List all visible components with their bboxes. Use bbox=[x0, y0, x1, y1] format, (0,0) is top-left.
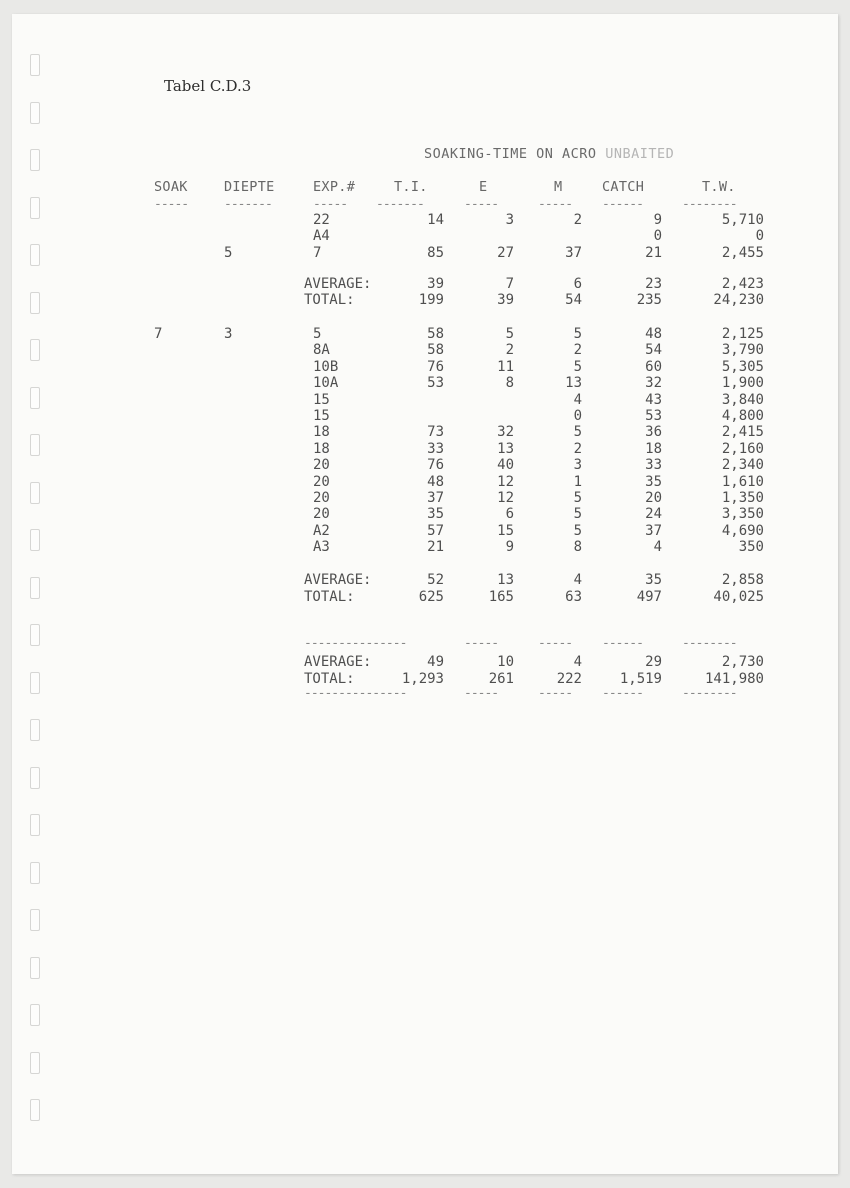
cell-catch: 1,519 bbox=[619, 671, 662, 687]
cell-e: 2 bbox=[505, 342, 514, 359]
cell-exp: 15 bbox=[313, 391, 330, 408]
cell-e: 5 bbox=[505, 326, 514, 342]
total-separator: -------- bbox=[682, 636, 737, 651]
cell-exp: A3 bbox=[313, 539, 330, 556]
total-separator: --------------- bbox=[304, 636, 407, 651]
header-underline: ------ bbox=[602, 197, 643, 212]
header-underline: ----- bbox=[154, 197, 189, 212]
cell-tw: 40,025 bbox=[713, 589, 764, 605]
cell-exp: A2 bbox=[313, 522, 330, 539]
binding-hole bbox=[30, 197, 40, 219]
binding-hole bbox=[30, 577, 40, 599]
binding-hole bbox=[30, 244, 40, 266]
total-separator: ----- bbox=[464, 686, 499, 701]
cell-tw: 2,423 bbox=[721, 276, 764, 292]
cell-m: 1 bbox=[573, 473, 582, 490]
cell-m: 3 bbox=[573, 457, 582, 474]
binding-hole bbox=[30, 387, 40, 409]
cell-label: AVERAGE: bbox=[304, 654, 372, 670]
binding-hole bbox=[30, 767, 40, 789]
total-separator: ----- bbox=[538, 686, 573, 701]
binding-hole bbox=[30, 149, 40, 171]
cell-catch: 4 bbox=[653, 539, 662, 556]
total-separator: ------ bbox=[602, 636, 643, 651]
cell-catch: 9 bbox=[653, 212, 662, 228]
cell-catch: 497 bbox=[636, 589, 662, 605]
document-page bbox=[12, 14, 838, 1174]
cell-tw: 4,800 bbox=[721, 408, 764, 424]
cell-exp: 20 bbox=[313, 473, 330, 490]
cell-ti: 49 bbox=[427, 654, 444, 670]
binding-hole bbox=[30, 862, 40, 884]
cell-label: TOTAL: bbox=[304, 589, 355, 605]
cell-ti: 48 bbox=[427, 473, 444, 490]
total-separator: -------- bbox=[682, 686, 737, 701]
cell-tw: 141,980 bbox=[704, 671, 764, 687]
cell-catch: 235 bbox=[636, 292, 662, 308]
cell-catch: 33 bbox=[645, 457, 662, 474]
cell-catch: 53 bbox=[645, 408, 662, 424]
cell-catch: 36 bbox=[645, 424, 662, 441]
cell-catch: 32 bbox=[645, 375, 662, 392]
cell-e: 27 bbox=[497, 244, 514, 261]
header-underline: ------- bbox=[376, 197, 424, 212]
cell-catch: 60 bbox=[645, 358, 662, 375]
cell-catch: 35 bbox=[645, 572, 662, 588]
binding-hole bbox=[30, 434, 40, 456]
total-separator: ----- bbox=[538, 636, 573, 651]
cell-tw: 5,710 bbox=[721, 212, 764, 228]
cell-catch: 35 bbox=[645, 473, 662, 490]
cell-catch: 0 bbox=[653, 228, 662, 245]
header-m: M bbox=[554, 179, 563, 195]
cell-m: 5 bbox=[573, 424, 582, 441]
cell-m: 4 bbox=[573, 654, 582, 670]
cell-ti: 57 bbox=[427, 522, 444, 539]
cell-exp: A4 bbox=[313, 228, 330, 245]
cell-ti: 53 bbox=[427, 375, 444, 392]
binding-hole bbox=[30, 1052, 40, 1074]
cell-tw: 2,858 bbox=[721, 572, 764, 588]
cell-ti: 14 bbox=[427, 212, 444, 228]
subtitle-main: SOAKING-TIME ON ACRO bbox=[424, 146, 597, 162]
header-e: E bbox=[479, 179, 488, 195]
binding-hole bbox=[30, 1099, 40, 1121]
cell-catch: 43 bbox=[645, 391, 662, 408]
cell-m: 5 bbox=[573, 358, 582, 375]
cell-ti: 58 bbox=[427, 342, 444, 359]
cell-exp: 18 bbox=[313, 440, 330, 457]
binding-hole bbox=[30, 102, 40, 124]
header-depth: DIEPTE bbox=[224, 179, 275, 195]
binding-hole bbox=[30, 292, 40, 314]
cell-tw: 2,730 bbox=[721, 654, 764, 670]
header-catch: CATCH bbox=[602, 179, 645, 195]
cell-tw: 3,790 bbox=[721, 342, 764, 359]
cell-label: AVERAGE: bbox=[304, 276, 372, 292]
cell-tw: 1,610 bbox=[721, 473, 764, 490]
binding-hole bbox=[30, 624, 40, 646]
table-subtitle bbox=[424, 146, 674, 162]
binding-hole bbox=[30, 1004, 40, 1026]
cell-m: 5 bbox=[573, 490, 582, 506]
cell-tw: 1,900 bbox=[721, 375, 764, 392]
cell-tw: 350 bbox=[738, 539, 764, 556]
cell-e: 10 bbox=[497, 654, 514, 670]
header-underline: ----- bbox=[538, 197, 573, 212]
cell-m: 2 bbox=[573, 212, 582, 228]
cell-e: 165 bbox=[488, 589, 514, 605]
cell-e: 13 bbox=[497, 572, 514, 588]
cell-exp: 20 bbox=[313, 457, 330, 474]
header-underline: -------- bbox=[682, 197, 737, 212]
cell-tw: 5,305 bbox=[721, 358, 764, 375]
cell-m: 13 bbox=[565, 375, 582, 392]
cell-exp: 20 bbox=[313, 506, 330, 523]
binding-hole bbox=[30, 529, 40, 551]
cell-ti: 625 bbox=[418, 589, 444, 605]
header-soak: SOAK bbox=[154, 179, 188, 195]
binding-hole bbox=[30, 909, 40, 931]
cell-e: 6 bbox=[505, 506, 514, 523]
cell-ti: 73 bbox=[427, 424, 444, 441]
cell-m: 2 bbox=[573, 342, 582, 359]
total-separator: --------------- bbox=[304, 686, 407, 701]
binding-hole bbox=[30, 54, 40, 76]
cell-ti: 21 bbox=[427, 539, 444, 556]
header-underline: ----- bbox=[313, 197, 348, 212]
cell-tw: 24,230 bbox=[713, 292, 764, 308]
cell-ti: 35 bbox=[427, 506, 444, 523]
cell-ti: 1,293 bbox=[401, 671, 444, 687]
cell-catch: 37 bbox=[645, 522, 662, 539]
binding-hole bbox=[30, 719, 40, 741]
cell-m: 4 bbox=[573, 572, 582, 588]
cell-catch: 54 bbox=[645, 342, 662, 359]
cell-depth: 5 bbox=[224, 244, 233, 261]
cell-exp: 10A bbox=[313, 375, 339, 392]
cell-tw: 0 bbox=[755, 228, 764, 245]
cell-m: 8 bbox=[573, 539, 582, 556]
cell-e: 7 bbox=[505, 276, 514, 292]
cell-catch: 21 bbox=[645, 244, 662, 261]
cell-tw: 2,455 bbox=[721, 244, 764, 261]
binding-hole bbox=[30, 482, 40, 504]
cell-catch: 20 bbox=[645, 490, 662, 506]
cell-m: 0 bbox=[573, 408, 582, 424]
cell-tw: 1,350 bbox=[721, 490, 764, 506]
total-separator: ------ bbox=[602, 686, 643, 701]
binding-hole bbox=[30, 672, 40, 694]
cell-exp: 18 bbox=[313, 424, 330, 441]
cell-label: TOTAL: bbox=[304, 292, 355, 308]
cell-catch: 23 bbox=[645, 276, 662, 292]
cell-exp: 20 bbox=[313, 490, 330, 506]
cell-e: 261 bbox=[488, 671, 514, 687]
cell-e: 11 bbox=[497, 358, 514, 375]
cell-e: 8 bbox=[505, 375, 514, 392]
cell-catch: 48 bbox=[645, 326, 662, 342]
cell-e: 32 bbox=[497, 424, 514, 441]
cell-catch: 29 bbox=[645, 654, 662, 670]
cell-exp: 7 bbox=[313, 244, 322, 261]
header-underline: ----- bbox=[464, 197, 499, 212]
cell-exp: 22 bbox=[313, 212, 330, 228]
cell-catch: 18 bbox=[645, 440, 662, 457]
cell-ti: 37 bbox=[427, 490, 444, 506]
cell-m: 5 bbox=[573, 326, 582, 342]
cell-depth: 3 bbox=[224, 326, 233, 342]
cell-tw: 2,160 bbox=[721, 440, 764, 457]
subtitle-faint: UNBAITED bbox=[605, 146, 675, 162]
cell-m: 5 bbox=[573, 506, 582, 523]
cell-exp: 15 bbox=[313, 408, 330, 424]
cell-ti: 58 bbox=[427, 326, 444, 342]
binding-hole bbox=[30, 339, 40, 361]
cell-ti: 76 bbox=[427, 457, 444, 474]
cell-tw: 3,840 bbox=[721, 391, 764, 408]
cell-ti: 76 bbox=[427, 358, 444, 375]
cell-ti: 199 bbox=[418, 292, 444, 308]
cell-ti: 33 bbox=[427, 440, 444, 457]
cell-tw: 2,125 bbox=[721, 326, 764, 342]
header-tw: T.W. bbox=[702, 179, 736, 195]
cell-m: 222 bbox=[556, 671, 582, 687]
cell-m: 4 bbox=[573, 391, 582, 408]
header-exp: EXP.# bbox=[313, 179, 356, 195]
cell-exp: 5 bbox=[313, 326, 322, 342]
header-ti: T.I. bbox=[394, 179, 428, 195]
cell-ti: 39 bbox=[427, 276, 444, 292]
cell-e: 9 bbox=[505, 539, 514, 556]
cell-exp: 8A bbox=[313, 342, 330, 359]
binding-hole bbox=[30, 814, 40, 836]
binding-hole bbox=[30, 957, 40, 979]
cell-m: 6 bbox=[573, 276, 582, 292]
cell-soak: 7 bbox=[154, 326, 163, 342]
cell-label: AVERAGE: bbox=[304, 572, 372, 588]
header-underline: ------- bbox=[224, 197, 272, 212]
cell-label: TOTAL: bbox=[304, 671, 355, 687]
cell-m: 54 bbox=[565, 292, 582, 308]
cell-e: 13 bbox=[497, 440, 514, 457]
cell-e: 12 bbox=[497, 490, 514, 506]
cell-tw: 2,340 bbox=[721, 457, 764, 474]
cell-tw: 3,350 bbox=[721, 506, 764, 523]
cell-tw: 4,690 bbox=[721, 522, 764, 539]
total-separator: ----- bbox=[464, 636, 499, 651]
cell-e: 15 bbox=[497, 522, 514, 539]
cell-m: 37 bbox=[565, 244, 582, 261]
cell-e: 40 bbox=[497, 457, 514, 474]
cell-m: 2 bbox=[573, 440, 582, 457]
cell-ti: 85 bbox=[427, 244, 444, 261]
cell-m: 63 bbox=[565, 589, 582, 605]
cell-ti: 52 bbox=[427, 572, 444, 588]
cell-e: 12 bbox=[497, 473, 514, 490]
cell-tw: 2,415 bbox=[721, 424, 764, 441]
cell-exp: 10B bbox=[313, 358, 339, 375]
cell-catch: 24 bbox=[645, 506, 662, 523]
document-title: Tabel C.D.3 bbox=[164, 77, 252, 95]
cell-e: 3 bbox=[505, 212, 514, 228]
cell-m: 5 bbox=[573, 522, 582, 539]
cell-e: 39 bbox=[497, 292, 514, 308]
